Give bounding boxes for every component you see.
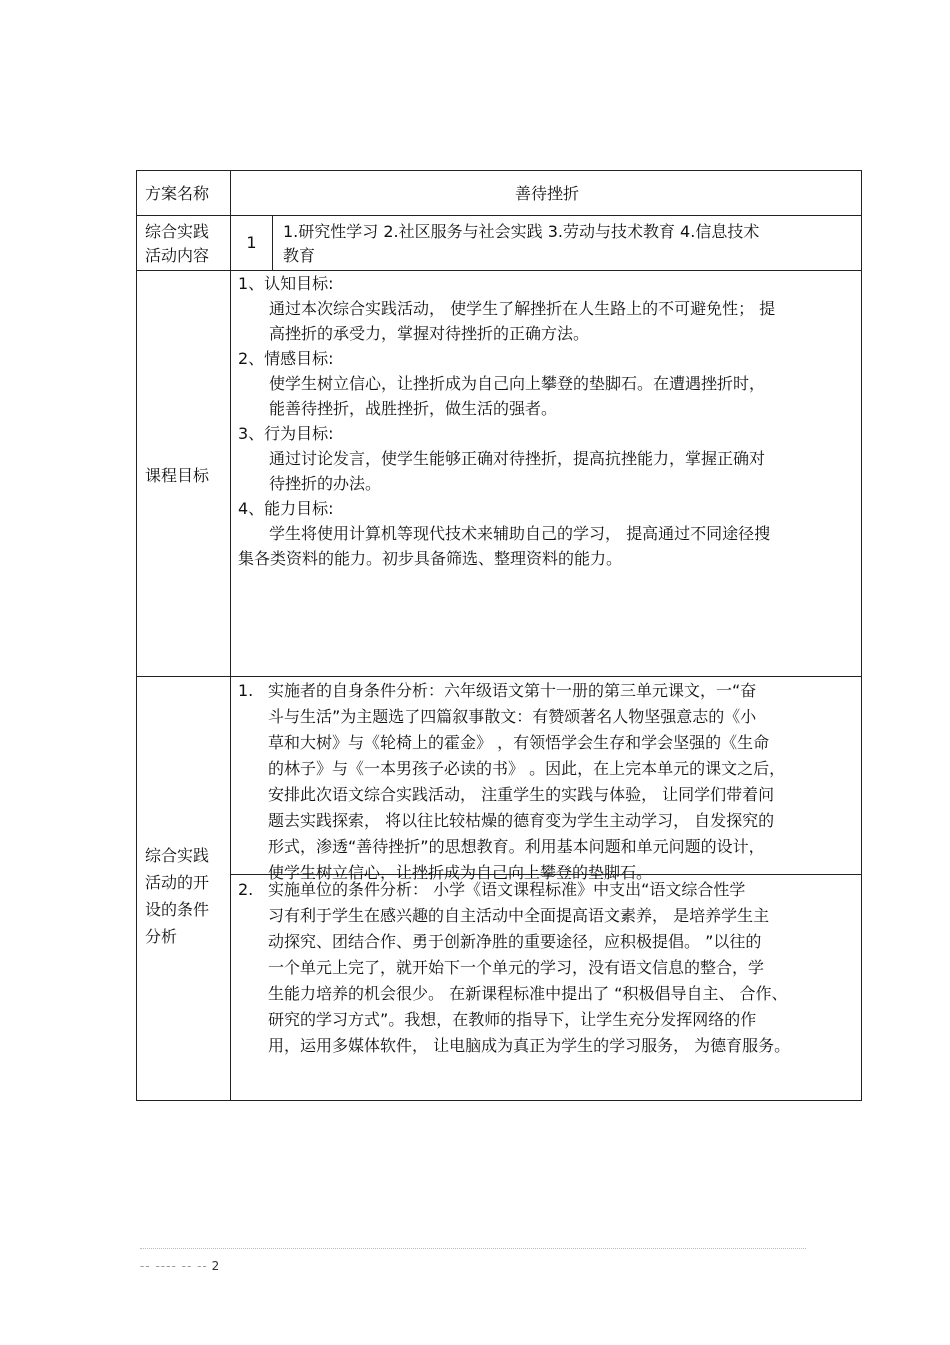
goal-text: 集各类资料的能力。初步具备筛选、整理资料的能力。 bbox=[238, 549, 623, 568]
plan-name-label: 方案名称 bbox=[145, 184, 210, 203]
goal-heading: 2、情感目标: bbox=[238, 349, 334, 368]
list-item: 2. 实施单位的条件分析： 小学《语文课程标准》中支出“语文综合性学 习有利于学生在感兴趣的自主活动中全面提高语文素养， 是培养学生主 动探究、团结合作、勇于创新净胜的重要途径，应积极提倡。 ”以往的 一个单元上完了，就开始下一个单元的学习，没有语文信息的整合，学 生能力培养的机会很少。 在新课程标准中提出了 “积极倡导自主、 合作、 研究的学习方式”。我想，在教师的指导下，让学生充分发挥网络的作 用，运用多媒体软件， 让电脑成为真正为学生的学习服务， 为德育服务。 bbox=[238, 877, 860, 1059]
activity-content-value: 1.研究性学习 2.社区服务与社会实践 3.劳动与技术教育 4.信息技术 教育 bbox=[283, 222, 760, 265]
goal-text: 能善待挫折，战胜挫折，做生活的强者。 bbox=[269, 399, 558, 418]
activity-number: 1 bbox=[246, 233, 257, 252]
course-goals-content bbox=[238, 271, 860, 571]
plan-table bbox=[136, 170, 862, 1101]
unit-analysis bbox=[238, 877, 860, 1059]
goal-text: 高挫折的承受力，掌握对待挫折的正确方法。 bbox=[269, 324, 590, 343]
row-divider bbox=[137, 676, 861, 677]
goal-text: 通过讨论发言，使学生能够正确对待挫折，提高抗挫能力，掌握正确对 bbox=[269, 449, 766, 468]
column-divider bbox=[230, 171, 231, 1100]
goal-heading: 4、能力目标: bbox=[238, 499, 334, 518]
footer-dashes: -- ---- -- -- bbox=[140, 1259, 208, 1273]
goal-heading: 1、认知目标: bbox=[238, 274, 334, 293]
list-item: 1. 实施者的自身条件分析：六年级语文第十一册的第三单元课文，一“奋 斗与生活”为主题选了四篇叙事散文：有赞颂著名人物坚强意志的《小 草和大树》与《轮椅上的霍金》 ，有领悟学会生存和学会坚强的《生命 的林子》与《一本男孩子必读的书》 。因此，在上完本单元的课文之后， 安排此次语文综合实践活动， 注重学生的实践与体验， 让同学们带着问 题去实践探索， 将以往比较枯燥的德育变为学生主动学习， 自发探究的 形式，渗透“善待挫折”的思想教育。利用基本问题和单元问题的设计， 使学生树立信心，让挫折成为自己向上攀登的垫脚石。 bbox=[238, 678, 860, 886]
goal-heading: 3、行为目标: bbox=[238, 424, 334, 443]
item-number: 2. bbox=[238, 880, 254, 899]
item-number: 1. bbox=[238, 681, 254, 700]
footer-divider bbox=[140, 1248, 806, 1253]
goal-text: 通过本次综合实践活动， 使学生了解挫折在人生路上的不可避免性； 提 bbox=[269, 299, 776, 318]
condition-analysis-label: 综合实践 活动的开 设的条件 分析 bbox=[145, 846, 210, 946]
goal-text: 学生将使用计算机等现代技术来辅助自己的学习， 提高通过不同途径搜 bbox=[269, 524, 771, 543]
number-column-divider bbox=[272, 215, 273, 270]
page-number: -- ---- -- -- 2 bbox=[140, 1259, 220, 1273]
activity-content-label: 综合实践 活动内容 bbox=[145, 222, 210, 265]
course-goals-label: 课程目标 bbox=[145, 466, 210, 485]
plan-name-value: 善待挫折 bbox=[514, 184, 579, 203]
goal-text: 使学生树立信心，让挫折成为自己向上攀登的垫脚石。在遭遇挫折时， bbox=[269, 374, 766, 393]
row-divider bbox=[137, 215, 861, 216]
implementer-analysis bbox=[238, 678, 860, 886]
goal-text: 待挫折的办法。 bbox=[269, 474, 382, 493]
